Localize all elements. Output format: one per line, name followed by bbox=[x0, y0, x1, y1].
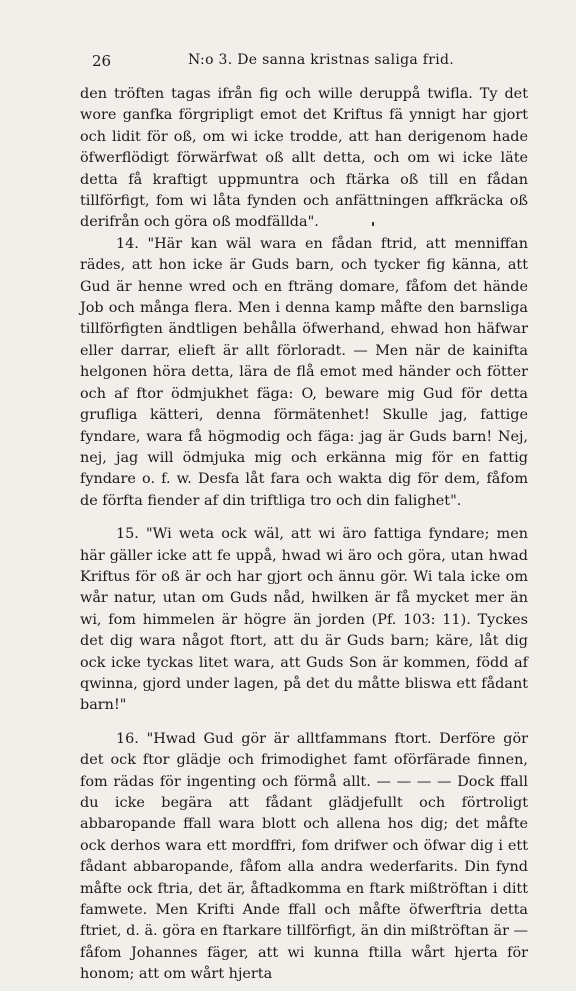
body-text bbox=[80, 84, 528, 986]
paragraph-15: 15. "Wi weta ock wäl, att wi äro fattiga fyndare; men här gäller icke att fe uppå, hwad wi äro och göra, utan hwad Kriftus för oß är och har gjort och ännu gör. Wi tala icke om wår natur, utan om Guds nåd, hwilken är få mycket mer än wi, fom himmelen är högre än jorden (Pf. 103: 11). Tyckes det dig wara något ftort, att du är Guds barn; käre, låt dig ock icke tyckas litet wara, att Guds Son är kommen, född af qwinna, gjord under lagen, på det du måtte bliswa ett fådant barn!" bbox=[80, 526, 528, 714]
paragraph-continuation: den tröften tagas ifrån fig och wille deruppå twifla. Ty det wore ganfka förgripligt emot det Kriftus fä ynnigt har gjort och lidit för oß, om wi icke trodde, att han derigenom hade öfwerflödigt förwärfwat oß allt detta, och om wi icke läte detta få kraftigt uppmuntra och ftärka oß till en fådan tillförfigt, fom wi låta fynden och anfättningen affkräcka oß derifrån och göra oß modfällda". bbox=[80, 86, 528, 231]
paragraph-14: 14. "Här kan wäl wara en fådan ftrid, att menniffan rädes, att hon icke är Guds barn, och tycker fig känna, att Gud är henne wred och en fträng domare, fåfom det hände Job och många flera. Men i denna kamp måfte den barnsliga tillförfigten ändtligen behålla öfwerhand, ehwad hon häfwar eller darrar, elieft är allt förloradt. — Men när de kainifta helgonen höra detta, lära de flå emot med händer och fötter och af ftor ödmjukhet fäga: O, beware mig Gud för detta grufliga kätteri, denna förmätenhet! Skulle jag, fattige fyndare, wara få högmodig och fäga: jag är Guds barn! Nej, nej, jag will ödmjuka mig och erkänna mig för en fattig fyndare o. f. w. Desfa låt fara och wakta dig för dem, fåfom de förfta fiender af din triftliga tro och din falighet". bbox=[80, 235, 528, 509]
paragraph-16: 16. "Hwad Gud gör är alltfammans ftort. Derföre gör det ock ftor glädje och frimodighet famt oförfärade finnen, fom rädas för ingenting och förmå allt. — — — — Dock ffall du icke begära att fådant glädjefullt och förtroligt abbaropande ffall wara blott och allena hos dig; det måfte ock derhos wara ett mordffri, fom drifwer och öfwar dig i ett fådant abbaropande, fåfom alla andra wederfarits. Din fynd måfte ock ftria, det är, åftadkomma en ftark mißtröftan i ditt famwete. Men Krifti Ande ffall och måfte öfwerftria detta ftriet, d. ä. göra en ftarkare tillförfigt, än din mißtröftan är — fåfom Johannes fäger, att wi kunna ftilla wårt hjerta för honom; att om wårt hjerta bbox=[80, 730, 528, 983]
page-header bbox=[0, 52, 576, 74]
running-title: N:o 3. De sanna kristnas saliga frid. bbox=[188, 52, 455, 68]
page-number: 26 bbox=[92, 52, 112, 70]
